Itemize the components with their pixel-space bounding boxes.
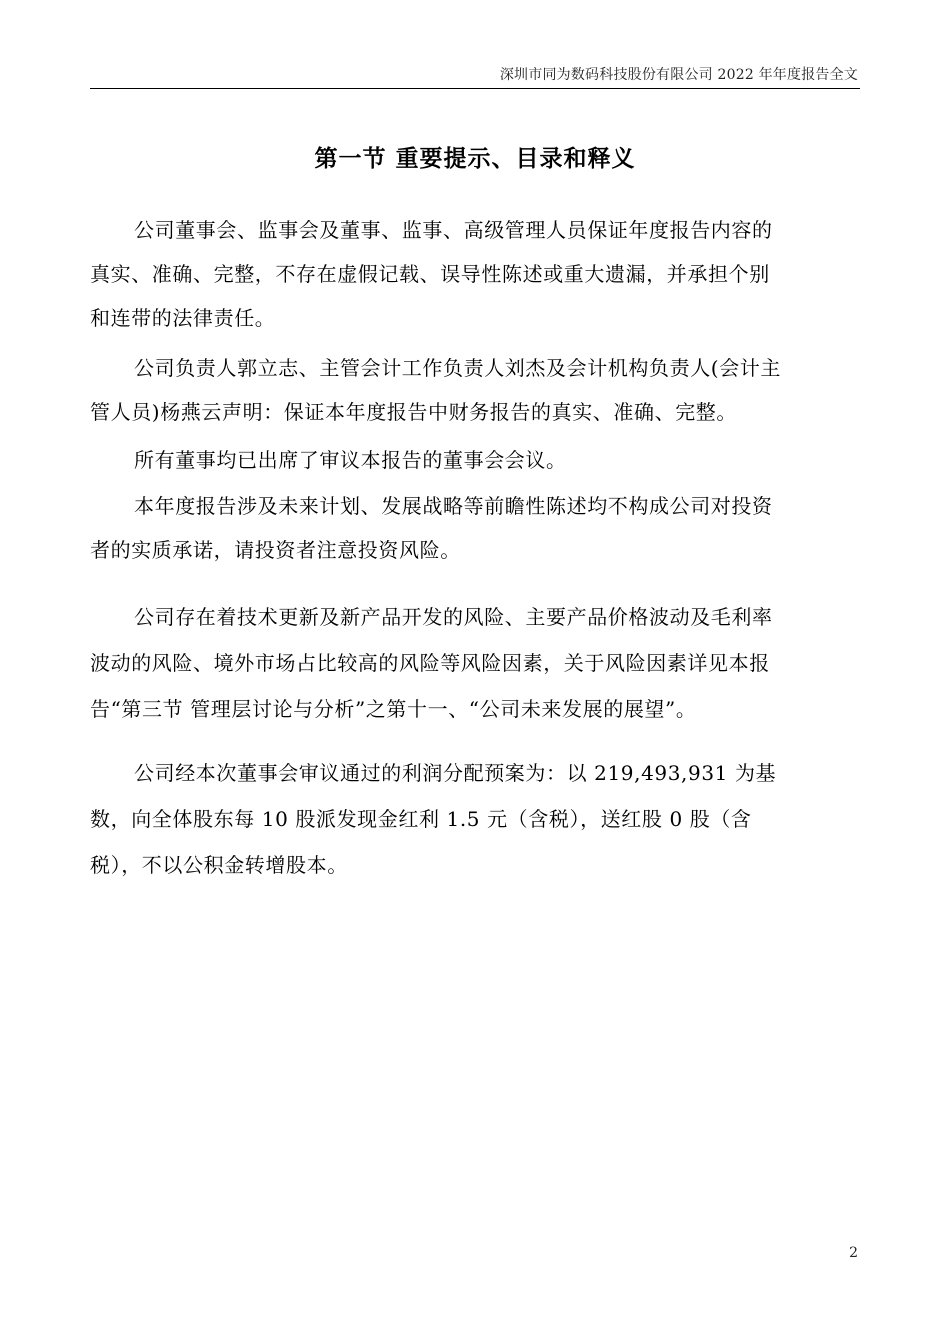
paragraph-line: 公司负责人郭立志、主管会计工作负责人刘杰及会计机构负责人(会计主 bbox=[134, 356, 782, 380]
paragraph-risk-factors bbox=[90, 594, 850, 732]
paragraph-responsible-persons bbox=[90, 346, 850, 434]
paragraph-line: 和连带的法律责任。 bbox=[90, 306, 276, 330]
paragraph-line: 真实、准确、完整，不存在虚假记载、误导性陈述或重大遗漏，并承担个别 bbox=[90, 262, 770, 286]
section-title: 第一节 重要提示、目录和释义 bbox=[314, 146, 636, 172]
paragraph-line: 者的实质承诺，请投资者注意投资风险。 bbox=[90, 538, 461, 562]
paragraph-line: 本年度报告涉及未来计划、发展战略等前瞻性陈述均不构成公司对投资 bbox=[134, 494, 773, 518]
paragraph-profit-distribution bbox=[90, 750, 850, 888]
running-header: 深圳市同为数码科技股份有限公司 2022 年年度报告全文 bbox=[499, 67, 858, 83]
paragraph-forward-looking bbox=[90, 484, 850, 572]
paragraph-line: 公司经本次董事会审议通过的利润分配预案为：以 219,493,931 为基 bbox=[134, 761, 777, 785]
paragraph-line: 税），不以公积金转增股本。 bbox=[90, 853, 348, 877]
paragraph-directors-attendance bbox=[90, 438, 850, 482]
paragraph-line: 公司存在着技术更新及新产品开发的风险、主要产品价格波动及毛利率 bbox=[134, 605, 773, 629]
page-number: 2 bbox=[849, 1245, 858, 1261]
header-rule bbox=[90, 88, 860, 89]
paragraph-board-guarantee bbox=[90, 208, 850, 340]
paragraph-line: 告“第三节 管理层讨论与分析”之第十一、“公司未来发展的展望”。 bbox=[90, 697, 697, 721]
paragraph-line: 管人员)杨燕云声明：保证本年度报告中财务报告的真实、准确、完整。 bbox=[90, 400, 738, 424]
paragraph-line: 公司董事会、监事会及董事、监事、高级管理人员保证年度报告内容的 bbox=[134, 218, 773, 242]
paragraph-line: 波动的风险、境外市场占比较高的风险等风险因素，关于风险因素详见本报 bbox=[90, 651, 770, 675]
paragraph-line: 所有董事均已出席了审议本报告的董事会会议。 bbox=[134, 448, 567, 472]
paragraph-line: 数，向全体股东每 10 股派发现金红利 1.5 元（含税），送红股 0 股（含 bbox=[90, 807, 752, 831]
